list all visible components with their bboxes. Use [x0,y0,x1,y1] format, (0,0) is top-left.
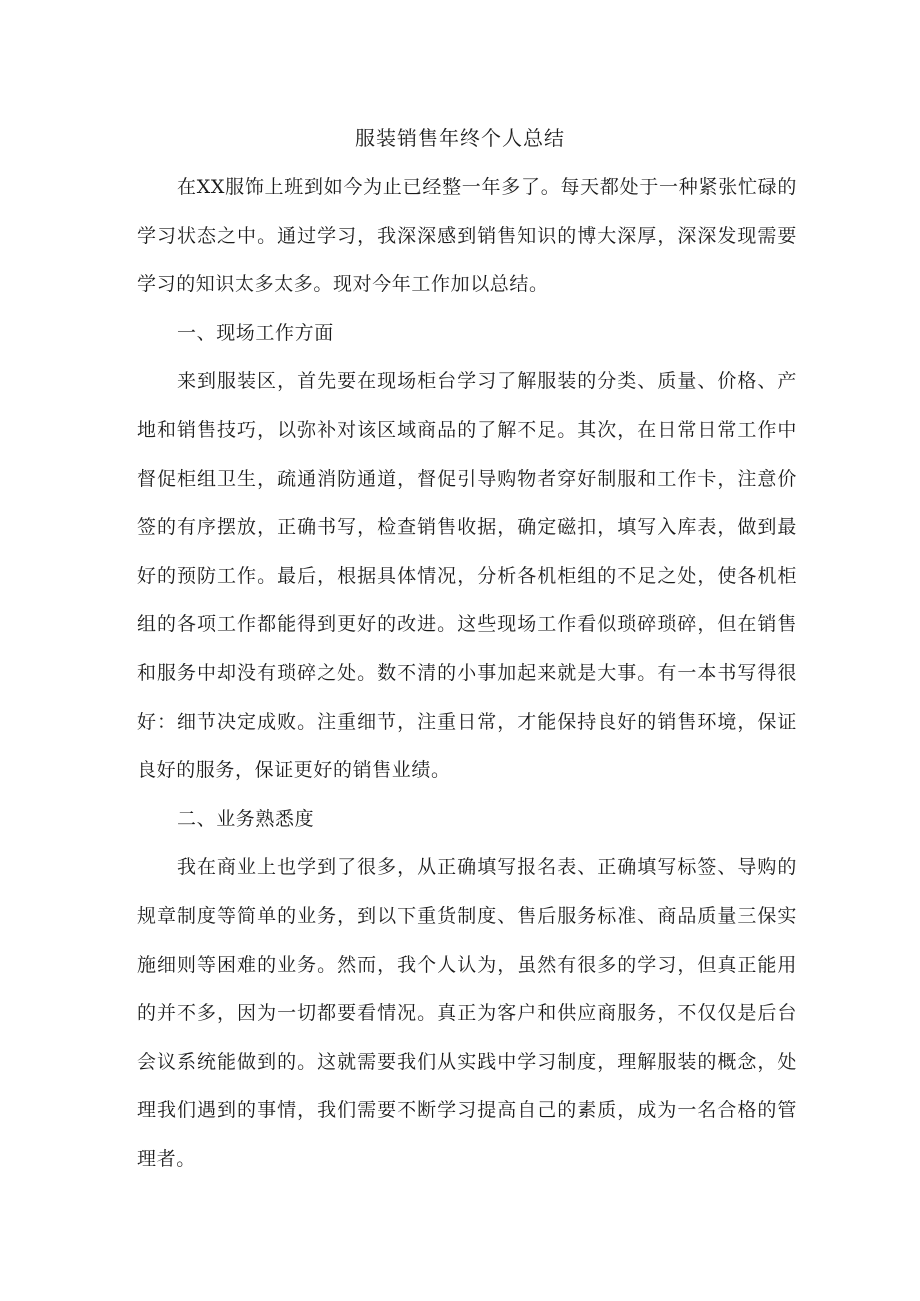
section-heading-business-familiarity: 二、业务熟悉度 [177,807,315,830]
section-heading-onsite-work: 一、现场工作方面 [177,321,334,344]
document-title: 服装销售年终个人总结 [355,126,565,150]
onsite-work-paragraph: 来到服装区，首先要在现场柜台学习了解服装的分类、质量、价格、产地和销售技巧，以弥补对该区域商品的了解不足。其次，在日常日常工作中督促柜组卫生，疏通消防通道，督促引导购物者穿好制服和工作卡，注意价签的有序摆放，正确书写，检查销售收据，确定磁扣，填写入库表，做到最好的预防工作。最后，根据具体情况，分析各机柜组的不足之处，使各机柜组的各项工作都能得到更好的改进。这些现场工作看似琐碎琐碎，但在销售和服务中却没有琐碎之处。数不清的小事加起来就是大事。有一本书写得很好：细节决定成败。注重细节，注重日常，才能保持良好的销售环境，保证良好的服务，保证更好的销售业绩。 [137,370,797,782]
intro-paragraph: 在XX服饰上班到如今为止已经整一年多了。每天都处于一种紧张忙碌的学习状态之中。通过学习，我深深感到销售知识的博大深厚，深深发现需要学习的知识太多太多。现对今年工作加以总结。 [137,176,797,296]
document-body [137,163,797,1183]
business-familiarity-paragraph: 我在商业上也学到了很多，从正确填写报名表、正确填写标签、导购的规章制度等简单的业务，到以下重货制度、售后服务标准、商品质量三保实施细则等困难的业务。然而，我个人认为，虽然有很多的学习，但真正能用的并不多，因为一切都要看情况。真正为客户和供应商服务，不仅仅是后台会议系统能做到的。这就需要我们从实践中学习制度，理解服装的概念，处理我们遇到的事情，我们需要不断学习提高自己的素质，成为一名合格的管理者。 [137,856,797,1170]
